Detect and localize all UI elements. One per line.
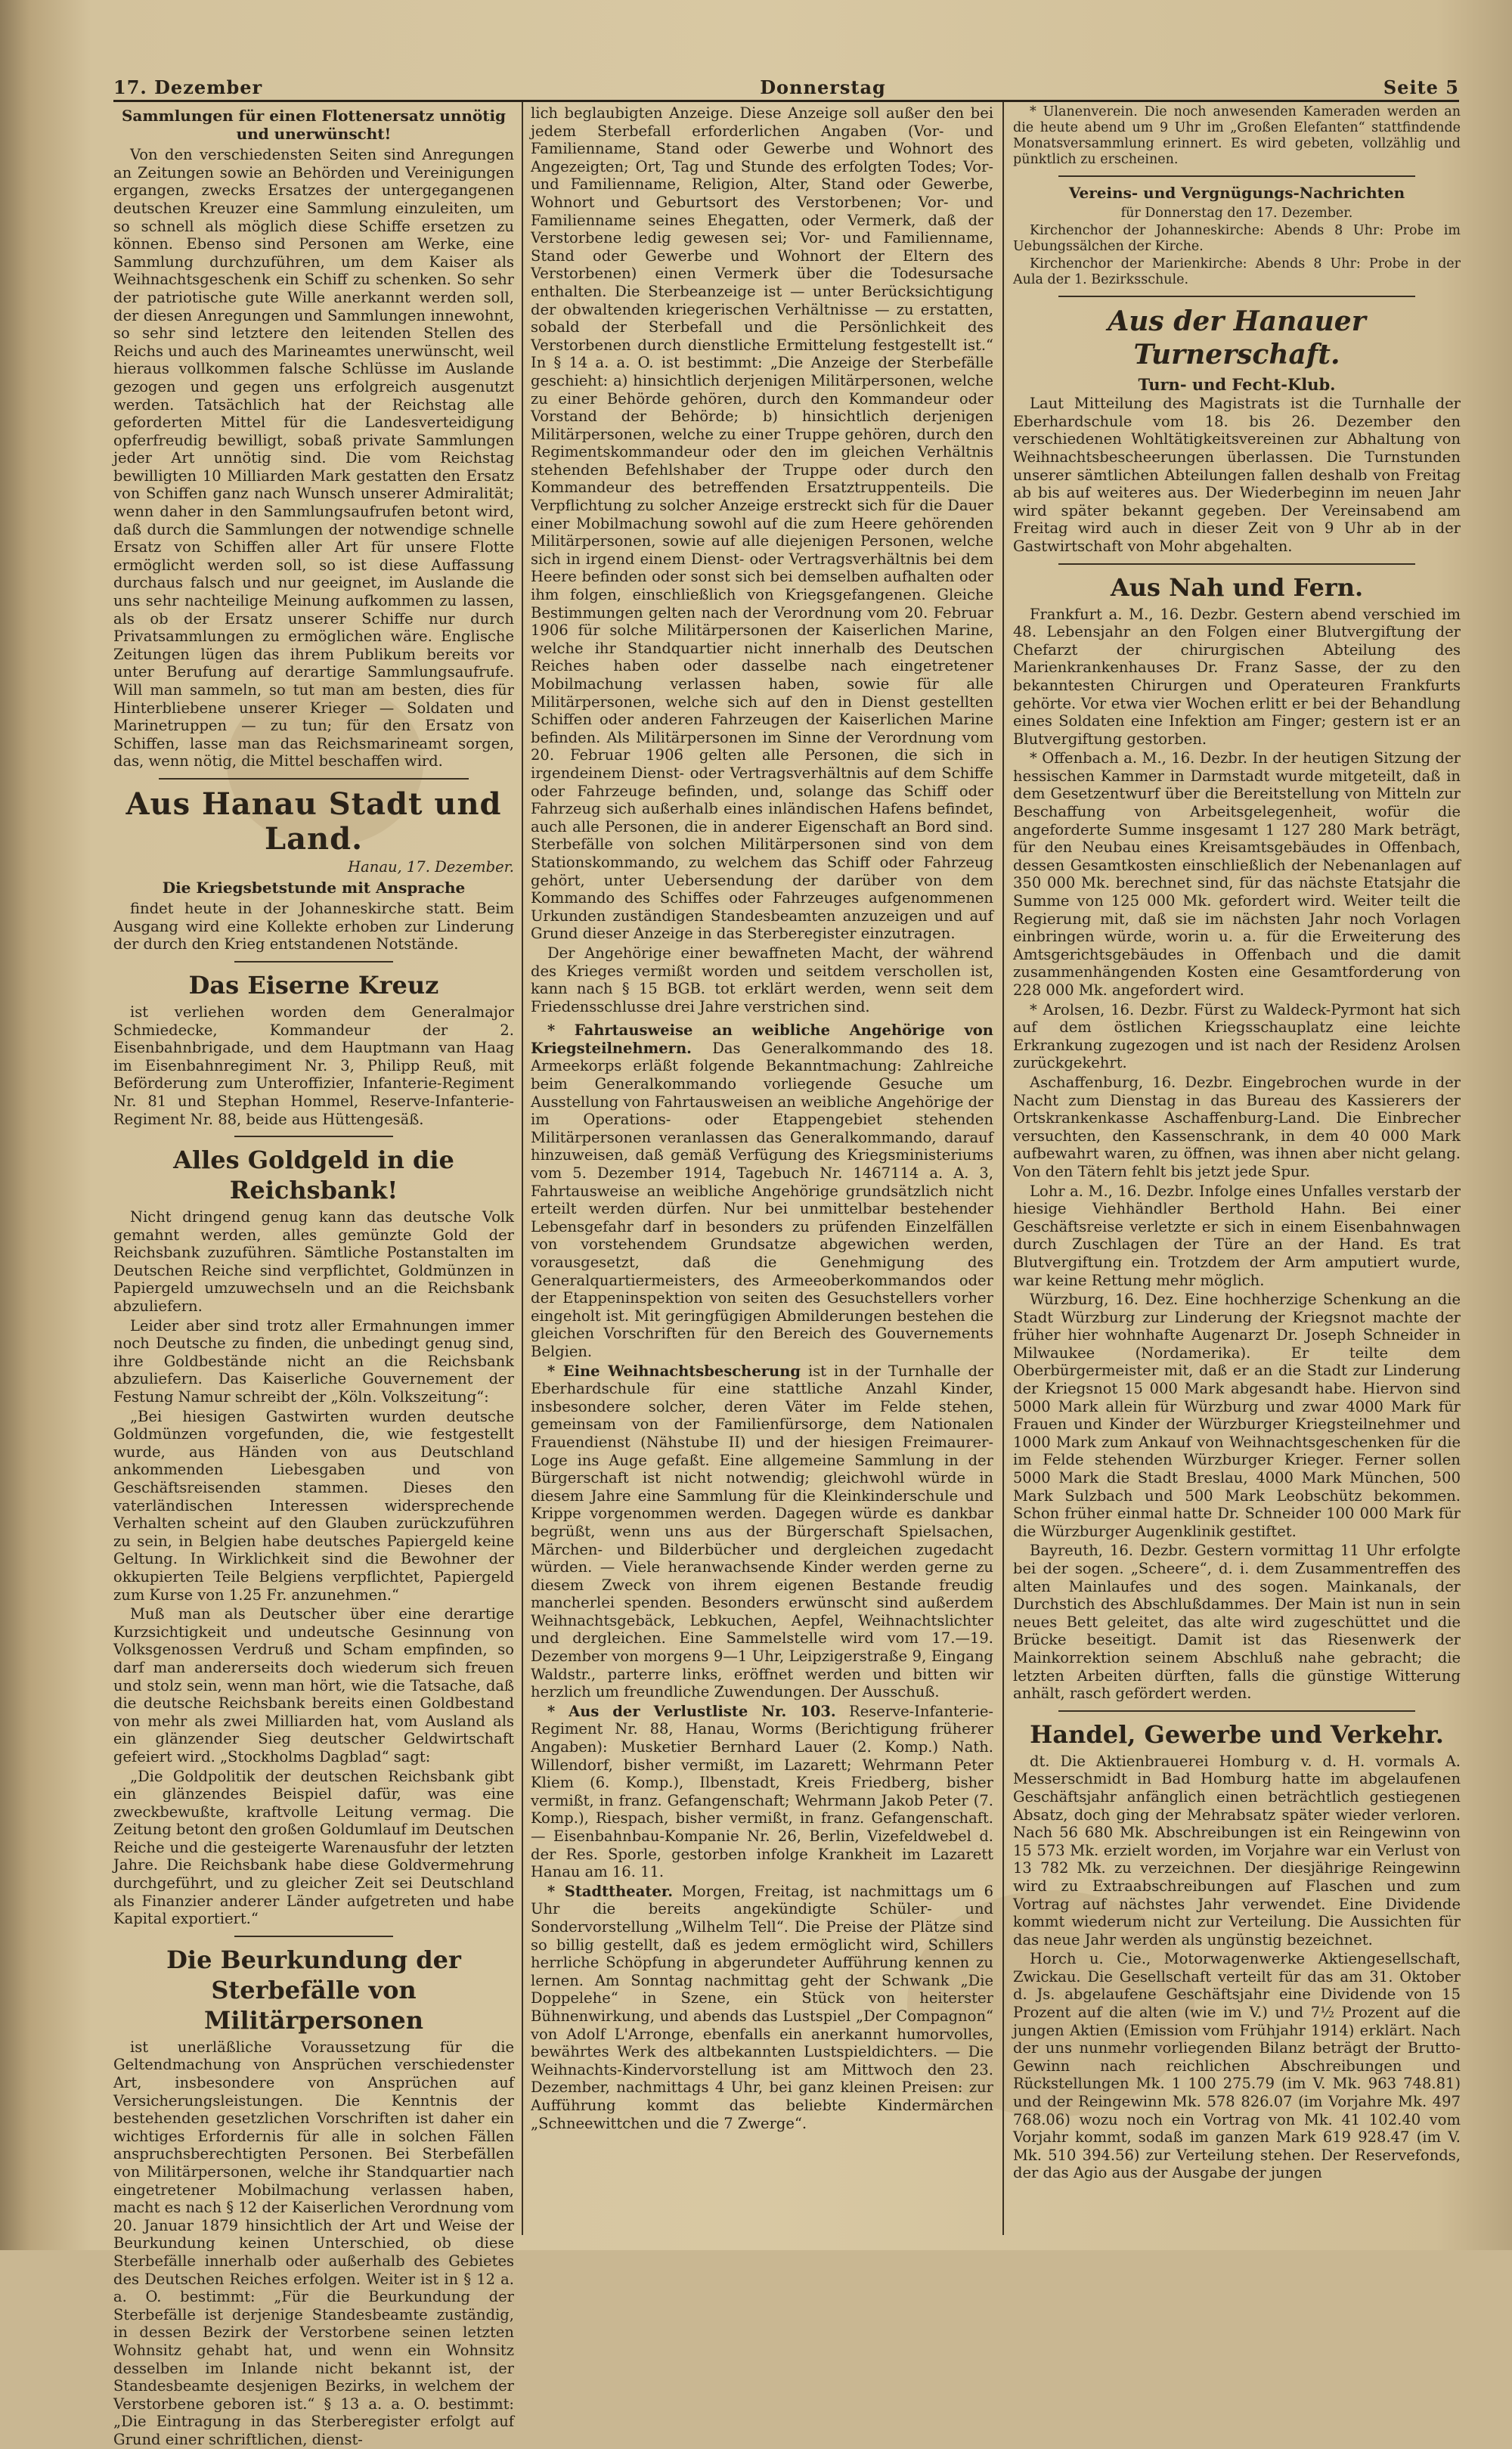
ulanenverein-notice: * Ulanenverein. Die noch anwesenden Kameraden werden an die heute abend um 9 Uhr im „Großen Elefanten“ stattfindende Monatsversammlung erinnert. Es wird gebeten, vollzählig und pünktlich zu erscheinen.: [1013, 104, 1461, 167]
column-2: [531, 104, 993, 2235]
separator: [234, 961, 393, 963]
handel-gewerbe-heading: Handel, Gewerbe und Verkehr.: [1030, 1719, 1444, 1749]
lohr-report: Lohr a. M., 16. Dezbr. Infolge eines Unfalles verstarb der hiesige Viehhändler Berthold Hahn. Bei einer Geschäftsreise verletzte er sich in einem Eisenbahnwagen durch Zuschlagen der Türe an der Hand. Es trat Blutvergiftung ein. Trotzdem der Arm amputiert wurde, war keine Rettung mehr möglich.: [1013, 1182, 1461, 1289]
bayreuth-report: Bayreuth, 16. Dezbr. Gestern vormittag 11 Uhr erfolgte bei der sogen. „Scheere“, d. i. dem Zusammentreffen des alten Mainlaufes und des sogen. Mainkanals, der Durchstich des Abschlußdammes. Der Main ist nun in sein neues Bett geleitet, das alte wird zugeschüttet und die Brücke beseitigt. Damit ist das Riesenwerk der Mainkorrektion seinem Abschluß nahe gebracht; die letzten Arbeiten dürften, falls die günstige Witterung anhält, rasch gefördert werden.: [1013, 1542, 1461, 1703]
kriegsbetstunde-article: findet heute in der Johanneskirche statt. Beim Ausgang wird eine Kollekte erhoben zur Linderung der durch den Krieg entstandenen Notstände.: [113, 900, 514, 953]
separator: [1058, 296, 1415, 297]
vereins-item-johanneskirche: Kirchenchor der Johanneskirche: Abends 8 Uhr: Probe im Uebungssälchen der Kirche.: [1013, 222, 1461, 254]
vereins-nachrichten-heading: Vereins- und Vergnügungs-Nachrichten: [1068, 184, 1405, 202]
verlustliste-article: Reserve-Infanterie-Regiment Nr. 88, Hanau, Worms (Berichtigung früherer Angaben): Musketier Bernhard Lauer (2. Komp.) Nath. Willendorf, bisher vermißt, im Lazarett; Wehrmann Peter Kliem (6. Komp.), Ilbenstadt, Kreis Friedberg, bisher vermißt, in franz. Gefangenschaft; Wehrmann Jakob Peter (7. Komp.), Riespach, bisher vermißt, in franz. Gefangenschaft. — Eisenbahnbau-Kompanie Nr. 26, Berlin, Vizefeldwebel d. der Res. Sporle, gestorben infolge Krankheit im Lazarett Hanau am 16. 11.: [531, 1702, 993, 1881]
header-page-number: Seite 5: [1383, 76, 1459, 98]
eisernes-kreuz-article: ist verliehen worden dem Generalmajor Schmiedecke, Kommandeur der 2. Eisenbahnbrigade, und dem Hauptmann van Haag im Eisenbahnregiment Nr. 3, Philipp Reuß, mit Beförderung zum Unteroffizier, Infanterie-Regiment Nr. 81 und Stephan Hommel, Reserve-Infanterie-Regiment Nr. 88, beide aus Hüttengesäß.: [113, 1003, 514, 1128]
eisernes-kreuz-heading: Das Eiserne Kreuz: [188, 970, 439, 1000]
goldgeld-paragraph-3: „Bei hiesigen Gastwirten wurden deutsche Goldmünzen vorgefunden, die, wie festgestellt wurde, aus Händen von aus Deutschland ankommenden Liebesgaben und von Geschäftsreisenden stammen. Dieses den vaterländischen Interessen widersprechende Verhalten scheint auf den Glauben zurückzuführen zu sein, in Belgien habe deutsches Papiergeld keine Geltung. In Wirklichkeit sind die Bewohner der okkupierten Teile Belgiens verpflichtet, Papiergeld zum Kurse von 1.25 Fr. anzunehmen.“: [113, 1407, 514, 1604]
wuerzburg-report: Würzburg, 16. Dez. Eine hochherzige Schenkung an die Stadt Würzburg zur Linderung der Kriegsnot machte der früher hier wohnhafte Augenarzt Dr. Joseph Schneider in Milwaukee (Nordamerika). Er teilte dem Oberbürgermeister mit, daß er an die Stadt zur Linderung der Kriegsnot 15 000 Mark abgesandt habe. Hiervon sind 5000 Mark allein für Würzburg und zwar 4000 Mark für Frauen und Kinder der Würzburger Kriegsteilnehmer und 1000 Mark zum Ankauf von Weihnachtsgeschenken für die im Felde stehenden Würzburger Krieger. Ferner sollen 5000 Mark die Stadt Breslau, 4000 Mark München, 500 Mark Sulzbach und 500 Mark Leobschütz bekommen. Schon früher einmal hatte Dr. Schneider 100 000 Mark für die Würzburger Augenklinik gestiftet.: [1013, 1291, 1461, 1540]
header-date: 17. Dezember: [113, 76, 263, 98]
goldgeld-paragraph-5: „Die Goldpolitik der deutschen Reichsbank gibt ein glänzendes Beispiel dafür, was eine zweckbewußte, kraftvolle Leitung vermag. Die Zeitung betont den großen Goldumlauf im Deutschen Reiche und die gesteigerte Warenausfuhr der letzten Jahre. Die Reichsbank habe diese Goldvermehrung durchgeführt, und zu gleicher Zeit sei Deutschland als Finanzier anderer Länder aufgetreten und habe Kapital exportiert.“: [113, 1767, 514, 1928]
fahrtausweise-heading: * Fahrtausweise an weibliche Angehörige von Kriegsteilnehmern.: [531, 1021, 993, 1057]
weihnachtsbescherung-heading: * Eine Weihnachtsbescherung: [547, 1362, 801, 1380]
goldgeld-paragraph-2: Leider aber sind trotz aller Ermahnungen immer noch Deutsche zu finden, die unbedingt genug sind, ihre Goldbestände nicht an die Reichsbank abzuliefern. Das Kaiserliche Gouvernement der Festung Namur schreibt der „Köln. Volkszeitung“:: [113, 1316, 514, 1406]
beurkundung-article: ist unerläßliche Voraussetzung für die Geltendmachung von Ansprüchen verschiedenster Art, insbesondere von Ansprüchen auf Versicherungsleistungen. Die Kenntnis der bestehenden gesetzlichen Vorschriften ist daher ein wichtiges Erfordernis für alle in solchen Fällen anspruchsberechtigten Personen. Bei Sterbefällen von Militärpersonen, welche ihr Standquartier nach eingetretener Mobilmachung verlassen haben, macht es nach § 12 der Kaiserlichen Verordnung vom 20. Januar 1879 hinsichtlich der Art und Weise der Beurkundung keinen Unterschied, ob diese Sterbefälle innerhalb oder außerhalb des Gebietes des Deutschen Reiches erfolgen. Weiter ist in § 12 a. a. O. bestimmt: „Für die Beurkundung der Sterbefälle ist derjenige Standesbeamte zuständig, in dessen Bezirk der Verstorbene seinen letzten Wohnsitz gehabt hat, und wenn ein Wohnsitz desselben im Inlande nicht bekannt ist, der Standesbeamte desjenigen Bezirks, in welchem der Verstorbene geboren ist.“ § 13 a. a. O. bestimmt: „Die Eintragung in das Sterberegister erfolgt auf Grund einer schriftlichen, dienst-: [113, 2038, 514, 2448]
column-divider-1: [522, 102, 523, 2235]
beurkundung-continued: lich beglaubigten Anzeige. Diese Anzeige soll außer den bei jedem Sterbefall erforderlichen Angaben (Vor- und Familienname, Stand oder Gewerbe und Wohnort des Angezeigten; Ort, Tag und Stunde des erfolgten Todes; Vor- und Familienname, Religion, Alter, Stand oder Gewerbe, Wohnort und Geburtsort des Verstorbenen; Vor- und Familienname seines Ehegatten, oder Vermerk, daß der Verstorbene ledig gewesen sei; Vor- und Familienname, Stand oder Gewerbe und Wohnort der Eltern des Verstorbenen) einen Vermerk über die Todesursache enthalten. Die Sterbeanzeige ist — unter Berücksichtigung der obwaltenden kriegerischen Verhältnisse — zu erstatten, sobald der Sterbefall und die Persönlichkeit des Verstorbenen durch dienstliche Ermittelung festgestellt ist.“ In § 14 a. a. O. ist bestimmt: „Die Anzeige der Sterbefälle geschieht: a) hinsichtlich derjenigen Militärpersonen, welche zu einer Behörde gehören, durch den Kommandeur oder Vorstand der Behörde; b) hinsichtlich derjenigen Militärpersonen, welche zu einer Truppe gehören, durch den Regimentskommandeur oder den im gleichen Verhältnis stehenden Befehlshaber der Truppe oder durch den Kommandeur des betreffenden Ersatztruppenteils. Die Verpflichtung zu solcher Anzeige erstreckt sich für die Dauer einer Mobilmachung sowohl auf die zum Heere gehörenden Militärpersonen, sowie auf alle diejenigen Personen, welche sich in irgend einem Dienst- oder Vertragsverhältnis bei dem Heere befinden oder sonst sich bei demselben aufhalten oder ihm folgen, einschließlich von Kriegsgefangenen. Gleiche Bestimmungen gelten nach der Verordnung vom 20. Februar 1906 für solche Militärpersonen der Kaiserlichen Marine, welche ihr Standquartier nicht innerhalb des Deutschen Reiches haben oder dasselbe nach eingetretener Mobilmachung verlassen haben, sowie für alle Militärpersonen, welche sich auf den in Dienst gestellten Schiffen oder anderen Fahrzeugen der Kaiserlichen Marine befinden. Als Militärpersonen im Sinne der Verordnung vom 20. Februar 1906 gelten alle Personen, die sich in irgendeinem Dienst- oder Vertragsverhältnis auf dem Schiffe oder Fahrzeuge befinden, und, solange das Schiff oder Fahrzeug sich außerhalb eines inländischen Hafens befindet, auch alle Personen, die in anderer Eigenschaft an Bord sind. Sterbefälle von solchen Militärpersonen sind von dem Stationskommando, zu welchem das Schiff oder Fahrzeug gehört, unter Uebersendung der darüber von dem Kommando des Schiffes oder Fahrzeuges aufgenommenen Urkunden zuständigen Standesbeamten anzuzeigen und auf Grund dieser Anzeige in das Sterberegister einzutragen.: [531, 104, 993, 943]
column-divider-2: [1002, 102, 1004, 2235]
stadttheater-heading: * Stadttheater.: [547, 1882, 674, 1900]
goldgeld-paragraph-4: Muß man als Deutscher über eine derartige Kurzsichtigkeit und undeutsche Gesinnung von Volksgenossen Verdruß und Scham empfinden, so darf man andererseits doch wiederum sich freuen und stolz sein, wenn man hört, wie die Tatsache, daß die deutsche Reichsbank bereits einen Goldbestand von mehr als zwei Milliarden hat, vom Ausland als ein glänzender Sieg deutscher Geldwirtschaft gefeiert wird. „Stockholms Dagblad“ sagt:: [113, 1605, 514, 1765]
aschaffenburg-report: Aschaffenburg, 16. Dezbr. Eingebrochen wurde in der Nacht zum Dienstag in das Bureau des Kassierers der Ortskrankenkasse Aschaffenburg-Land. Die Einbrecher versuchten, den Kassenschrank, in dem 40 000 Mark aufbewahrt waren, zu öffnen, was ihnen aber nicht gelang. Von den Tätern fehlt bis jetzt jede Spur.: [1013, 1073, 1461, 1180]
separator: [159, 778, 469, 780]
nah-und-fern-heading: Aus Nah und Fern.: [1110, 572, 1364, 602]
column-1: [113, 104, 514, 2448]
arolsen-report: * Arolsen, 16. Dezbr. Fürst zu Waldeck-Pyrmont hat sich auf dem östlichen Kriegsschauplatz eine leichte Erkrankung zugezogen und ist nach der Residenz Arolsen zurückgekehrt.: [1013, 1000, 1461, 1072]
turnerschaft-subheading: Turn- und Fecht-Klub.: [1138, 374, 1336, 394]
flottenersatz-article: Von den verschiedensten Seiten sind Anregungen an Zeitungen sowie an Behörden und Vereinigungen ergangen, zwecks Ersatzes der untergegangenen deutschen Kreuzer eine Sammlung einzuleiten, um so schnell als möglich diese Schiffe ersetzen zu können. Ebenso sind Personen am Werke, eine Sammlung durchzuführen, um dem Kaiser als Weihnachtsgeschenk ein Schiff zu schenken. So sehr der patriotische gute Wille anerkannt werden soll, der diesen Anregungen und Sammlungen innewohnt, so sehr sind letztere den leitenden Stellen des Reichs und auch des Marineamtes unerwünscht, weil hieraus vollkommen falsche Schlüsse im Auslande gezogen und gegen uns erfolgreich ausgenutzt werden. Tatsächlich hat der Reichstag alle geforderten Mittel für die Landesverteidigung opferfreudig bewilligt, sobaß private Sammlungen jeder Art unnötig sind. Die vom Reichstag bewilligten 10 Milliarden Mark gestatten den Ersatz von Schiffen ganz nach Wunsch unserer Admiralität; wenn daher in den Sammlungsaufrufen betont wird, daß durch die Sammlungen der notwendige schnelle Ersatz von Schiffen aller Art für unsere Flotte ermöglicht werden soll, so ist diese Auffassung durchaus falsch und nur geeignet, im Auslande die uns sehr nachteilige Meinung aufkommen zu lassen, als ob der Ersatz unserer Schiffe nur durch Privatsammlungen zu ermöglichen wäre. Englische Zeitungen lügen das ihrem Publikum bereits vor unter Berufung auf derartige Sammlungsaufrufe. Will man sammeln, so tut man am besten, dies für Hinterbliebene unserer Krieger — Soldaten und Marinetruppen — zu tun; für den Ersatz von Schiffen, lasse man das Reichsmarineamt sorgen, das, wenn nötig, die Mittel beschaffen wird.: [113, 146, 514, 770]
horch-report: Horch u. Cie., Motorwagenwerke Aktiengesellschaft, Zwickau. Die Gesellschaft verteilt für das am 31. Oktober d. Js. abgelaufene Geschäftsjahr eine Dividende von 15 Prozent auf die alten (wie im V.) und 7½ Prozent auf die jungen Aktien (Emission vom Frühjahr 1914) erklärt. Nach der uns nunmehr vorliegenden Bilanz beträgt der Brutto-Gewinn nach reichlichen Abschreibungen und Rückstellungen Mk. 1 100 275.79 (im V. Mk. 963 748.81) und der Reingewinn Mk. 578 826.07 (im Vorjahre Mk. 497 768.06) wozu noch ein Vortrag von Mk. 41 102.40 vom Vorjahr kommt, sodaß im ganzen Mark 619 928.47 (im V. Mk. 510 394.56) zur Verteilung stehen. Der Reservefonds, der das Agio aus der Ausgabe der jungen: [1013, 1950, 1461, 2182]
column-3: [1013, 104, 1461, 2235]
turnerschaft-article: Laut Mitteilung des Magistrats ist die Turnhalle der Eberhardschule vom 18. bis 26. Dezember den verschiedenen Wohltätigkeitsvereinen zur Abhaltung von Weihnachtsbescheerungen überlassen. Die Turnstunden unserer sämtlichen Abteilungen fallen deshalb von Freitag ab bis auf weiteres aus. Der Wiederbeginn im neuen Jahr wird später bekannt gegeben. Der Vereinsabend am Freitag wird auch in dieser Zeit von 9 Uhr ab in der Gastwirtschaft von Mohr abgehalten.: [1013, 395, 1461, 555]
beurkundung-end: Der Angehörige einer bewaffneten Macht, der während des Krieges vermißt worden und seitdem verschollen ist, kann nach § 15 BGB. tot erklärt werden, wenn seit dem Friedensschlusse drei Jahre verstrichen sind.: [531, 944, 993, 1015]
verlustliste-heading: * Aus der Verlustliste Nr. 103.: [547, 1702, 836, 1720]
stadttheater-article: Morgen, Freitag, ist nachmittags um 6 Uhr die bereits angekündigte Schüler- und Sondervorstellung „Wilhelm Tell“. Die Preise der Plätze sind so billig gestellt, daß es jedem ermöglicht wird, Schillers herrliche Schöpfung in abgerundeter Aufführung kennen zu lernen. Am Sonntag nachmittag geht der Schwank „Die Doppelehe“ in Szene, ein Stück von heiterster Bühnenwirkung, und abends das Lustspiel „Der Compagnon“ von Adolf L'Arronge, ebenfalls ein anerkannt humorvolles, bewährtes Werk des altbekannten Lustspieldichters. — Die Weihnachts-Kindervorstellung ist am Mittwoch den 23. Dezember, nachmittags 4 Uhr, bei ganz kleinen Preisen: zur Aufführung kommt das beliebte Kindermärchen „Schneewittchen und die 7 Zwerge“.: [531, 1882, 993, 2132]
separator: [1058, 175, 1415, 177]
homburg-brauerei-report: dt. Die Aktienbrauerei Homburg v. d. H. vormals A. Messerschmidt in Bad Homburg hatte im abgelaufenen Geschäftsjahr anfänglich einen beträchtlich gestiegenen Absatz, doch ging der Mehrabsatz später wieder verloren. Nach 56 680 Mk. Abschreibungen ist ein Reingewinn von 15 573 Mk. erzielt worden, im Vorjahre war ein Verlust von 13 782 Mk. zu verzeichnen. Der diesjährige Reingewinn wird zu Extraabschreibungen auf Flaschen und zum Vortrag auf nächstes Jahr verwendet. Eine Dividende kommt wiederum nicht zur Verteilung. Die Aussichten für das neue Jahr werden als ungünstig bezeichnet.: [1013, 1752, 1461, 1948]
goldgeld-paragraph-1: Nicht dringend genug kann das deutsche Volk gemahnt werden, alles gemünzte Gold der Reichsbank zuzuführen. Sämtliche Postanstalten im Deutschen Reiche sind verpflichtet, Goldmünzen in Papiergeld umzuwechseln und an die Reichsbank abzuliefern.: [113, 1208, 514, 1316]
weihnachtsbescherung-article: ist in der Turnhalle der Eberhardschule für eine stattliche Anzahl Kinder, insbesondere solcher, deren Väter im Felde stehen, gemeinsam von der Familienfürsorge, dem Nationalen Frauendienst (Nähstube II) und der hiesigen Freimaurer-Loge ins Auge gefaßt. Eine allgemeine Sammlung in der Bürgerschaft ist nicht notwendig; gleichwohl würde in diesem Jahre eine Sammlung für die Kleinkinderschule und Krippe vorgenommen werden. Dagegen würde es dankbar begrüßt, wenn uns aus der Bürgerschaft Spielsachen, Märchen- und Bilderbücher und dergleichen zugedacht würden. — Viele heranwachsende Kinder werden gerne zu diesem Zweck von ihrem eigenen Bestande freudig mancherlei spenden. Besonders erwünscht sind außerdem Weihnachtsgebäck, Lebkuchen, Aepfel, Weihnachtslichter und dergleichen. Eine Sammelstelle wird vom 17.—19. Dezember von morgens 9—1 Uhr, Leipzigerstraße 9, Eingang Waldstr., parterre links, eröffnet werden und bitten wir herzlich um freundliche Zuwendungen. Der Ausschuß.: [531, 1362, 993, 1701]
hanau-section-heading: Aus Hanau Stadt und Land.: [125, 786, 502, 857]
offenbach-report: * Offenbach a. M., 16. Dezbr. In der heutigen Sitzung der hessischen Kammer in Darmstadt wurde mitgeteilt, daß in dem Gesetzentwurf über die Bereitstellung von Mitteln zur Beschaffung von Arbeitsgelegenheit, wofür die angeforderte Summe insgesamt 1 127 280 Mark beträgt, für den Neubau eines Kreisamtsgebäudes in Offenbach, dessen Gesamtkosten einschließlich der Nebenanlagen auf 350 000 Mk. berechnet sind, für das nächste Etatsjahr die Summe von 125 000 Mk. gefordert wird. Weiter teilt die Regierung mit, daß sie im nächsten Jahr noch Vorlagen einbringen würde, worin u. a. für die Erweiterung des Amtsgerichtsgebäudes in Offenbach und die damit zusammenhängenden Kosten eine Gesamtforderung von 228 000 Mk. angefordert wird.: [1013, 749, 1461, 999]
page-header: [113, 73, 1459, 98]
frankfurt-report: Frankfurt a. M., 16. Dezbr. Gestern abend verschied im 48. Lebensjahr an den Folgen einer Blutvergiftung der Chefarzt der chirurgischen Abteilung des Marienkrankenhauses Dr. Franz Sasse, der zu den bekanntesten Chirurgen und Operateuren Frankfurts gehörte. Vor etwa vier Wochen erlitt er bei der Behandlung eines Soldaten eine Infektion am Finger; gestern ist er an Blutvergiftung gestorben.: [1013, 605, 1461, 748]
header-rule: [113, 100, 1459, 102]
separator: [234, 1936, 393, 1937]
turnerschaft-heading: Aus der Hanauer Turnerschaft.: [1108, 305, 1366, 370]
beurkundung-heading: Die Beurkundung der Sterbefälle von Militärpersonen: [166, 1945, 461, 2035]
separator: [1058, 563, 1415, 565]
header-weekday: Donnerstag: [760, 76, 886, 98]
vereins-nachrichten-date: für Donnerstag den 17. Dezember.: [1120, 205, 1353, 221]
separator: [1058, 1710, 1415, 1712]
fahrtausweise-article: Das Generalkommando des 18. Armeekorps erläßt folgende Bekanntmachung: Zahlreiche beim Generalkommando vorliegende Gesuche um Ausstellung von Fahrtausweisen an weibliche Angehörige der im Operations- oder Etappengebiet stehenden Militärpersonen veranlassen das Generalkommando, darauf hinzuweisen, daß gemäß Verfügung des Kriegsministeriums vom 5. Dezember 1914, Tagebuch Nr. 1467114 a. A. 3, Fahrtausweise an weibliche Angehörige grundsätzlich nicht erteilt werden dürfen. Nur bei unmittelbar bestehender Lebensgefahr darf in besonders zu prüfenden Einzelfällen von vorstehendem Grundsatze abgewichen werden, vorausgesetzt, daß die Genehmigung des Generalquartiermeisters, des Armeeoberkommandos oder der Etappeninspektion von seiten des Gesuchstellers vorher eingeholt ist. Mit geringfügigen Abmilderungen bestehen die gleichen Vorschriften für den Bereich des Gouvernements Belgien.: [531, 1039, 993, 1360]
goldgeld-heading: Alles Goldgeld in die Reichsbank!: [173, 1145, 454, 1205]
kriegsbetstunde-heading: Die Kriegsbetstunde mit Ansprache: [162, 878, 466, 897]
hanau-dateline: Hanau, 17. Dezember.: [348, 857, 514, 876]
separator: [234, 1136, 393, 1137]
flottenersatz-heading: Sammlungen für einen Flottenersatz unnötig und unerwünscht!: [121, 107, 507, 143]
vereins-item-marienkirche: Kirchenchor der Marienkirche: Abends 8 Uhr: Probe in der Aula der 1. Bezirksschule.: [1013, 256, 1461, 287]
